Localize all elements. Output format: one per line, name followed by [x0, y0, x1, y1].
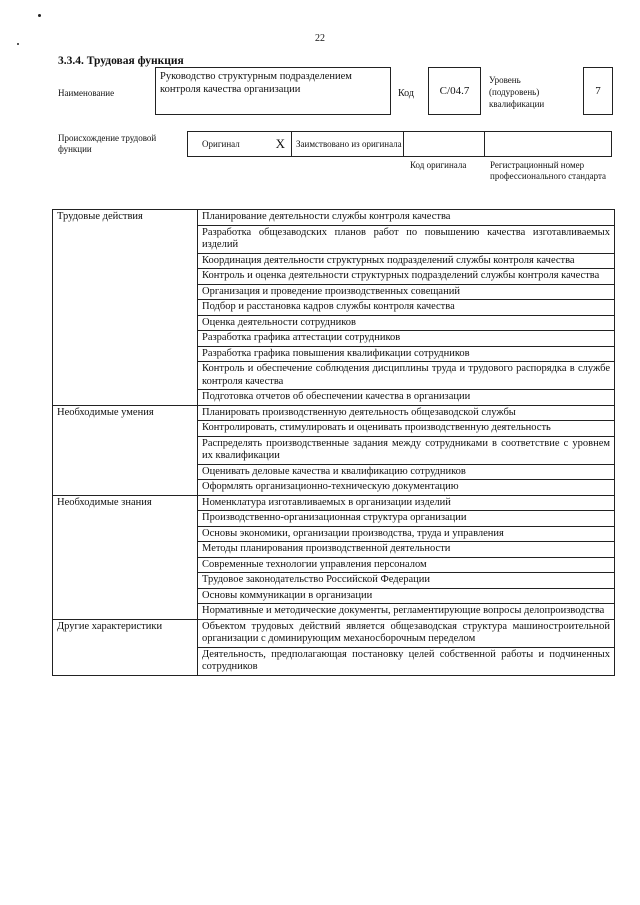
item-cell: Контролировать, стимулировать и оценивать производственную деятельность — [198, 421, 615, 437]
item-cell: Современные технологии управления персоналом — [198, 557, 615, 573]
item-cell: Организация и проведение производственных совещаний — [198, 284, 615, 300]
original-mark: X — [275, 136, 285, 151]
item-cell: Методы планирования производственной деятельности — [198, 542, 615, 558]
item-cell: Планирование деятельности службы контроля качества — [198, 210, 615, 226]
name-label: Наименование — [58, 88, 115, 98]
item-cell: Подбор и расстановка кадров службы контроля качества — [198, 300, 615, 316]
section-title: 3.3.4. Трудовая функция — [58, 55, 184, 67]
item-cell: Оценка деятельности сотрудников — [198, 315, 615, 331]
item-cell: Деятельность, предполагающая постановку целей собственной работы и подчиненных сотрудников — [198, 647, 615, 675]
item-cell: Координация деятельности структурных подразделений службы контроля качества — [198, 253, 615, 269]
reg-number-cell — [484, 131, 612, 157]
page-number: 22 — [315, 33, 325, 44]
labor-function-table — [52, 209, 615, 676]
original-code-cell — [403, 131, 485, 157]
item-cell: Контроль и обеспечение соблюдения дисциплины труда и трудового распорядка в службе контроля качества — [198, 362, 615, 390]
scan-speck — [38, 14, 41, 17]
item-cell: Основы экономики, организации производства, труда и управления — [198, 526, 615, 542]
function-name-box — [155, 67, 391, 115]
item-cell: Распределять производственные задания между сотрудниками в соответствие с уровнем их квалификации — [198, 436, 615, 464]
category-cell: Другие характеристики — [53, 619, 198, 675]
item-cell: Разработка общезаводских планов работ по повышению качества изготавливаемых изделий — [198, 225, 615, 253]
item-cell: Оценивать деловые качества и квалификацию сотрудников — [198, 464, 615, 480]
function-name-value: Руководство структурным подразделением контроля качества организации — [160, 71, 352, 95]
level-label: Уровень (подуровень) квалификации — [489, 75, 545, 109]
table-row — [53, 405, 615, 421]
table-row — [53, 619, 615, 647]
code-label: Код — [398, 88, 414, 99]
item-cell: Планировать производственную деятельность общезаводской службы — [198, 405, 615, 421]
original-cell — [187, 131, 292, 157]
item-cell: Трудовое законодательство Российской Федерации — [198, 573, 615, 589]
original-label: Оригинал — [202, 139, 240, 149]
item-cell: Номенклатура изготавливаемых в организации изделий — [198, 495, 615, 511]
table-row — [53, 210, 615, 226]
category-cell: Трудовые действия — [53, 210, 198, 406]
item-cell: Контроль и оценка деятельности структурных подразделений службы контроля качества — [198, 269, 615, 285]
code-caption: Код оригинала — [410, 160, 467, 170]
category-cell: Необходимые знания — [53, 495, 198, 619]
code-box — [428, 67, 481, 115]
borrowed-label: Заимствовано из оригинала — [296, 138, 402, 149]
level-value: 7 — [595, 85, 601, 97]
borrowed-cell — [291, 131, 404, 157]
table-row — [53, 495, 615, 511]
origin-row — [187, 131, 611, 157]
item-cell: Основы коммуникации в организации — [198, 588, 615, 604]
item-cell: Производственно-организационная структура организации — [198, 511, 615, 527]
category-cell: Необходимые умения — [53, 405, 198, 495]
item-cell: Оформлять организационно-техническую документацию — [198, 480, 615, 496]
origin-label: Происхождение трудовой функции — [58, 133, 157, 154]
item-cell: Подготовка отчетов об обеспечении качества в организации — [198, 390, 615, 406]
item-cell: Нормативные и методические документы, регламентирующие вопросы делопроизводства — [198, 604, 615, 620]
item-cell: Разработка графика повышения квалификации сотрудников — [198, 346, 615, 362]
code-value: C/04.7 — [439, 85, 470, 97]
item-cell: Разработка графика аттестации сотрудников — [198, 331, 615, 347]
level-box — [583, 67, 613, 115]
reg-caption: Регистрационный номер профессионального стандарта — [490, 160, 607, 181]
item-cell: Объектом трудовых действий является общезаводская структура машиностроительной организации с доминирующим механосборочным переделом — [198, 619, 615, 647]
